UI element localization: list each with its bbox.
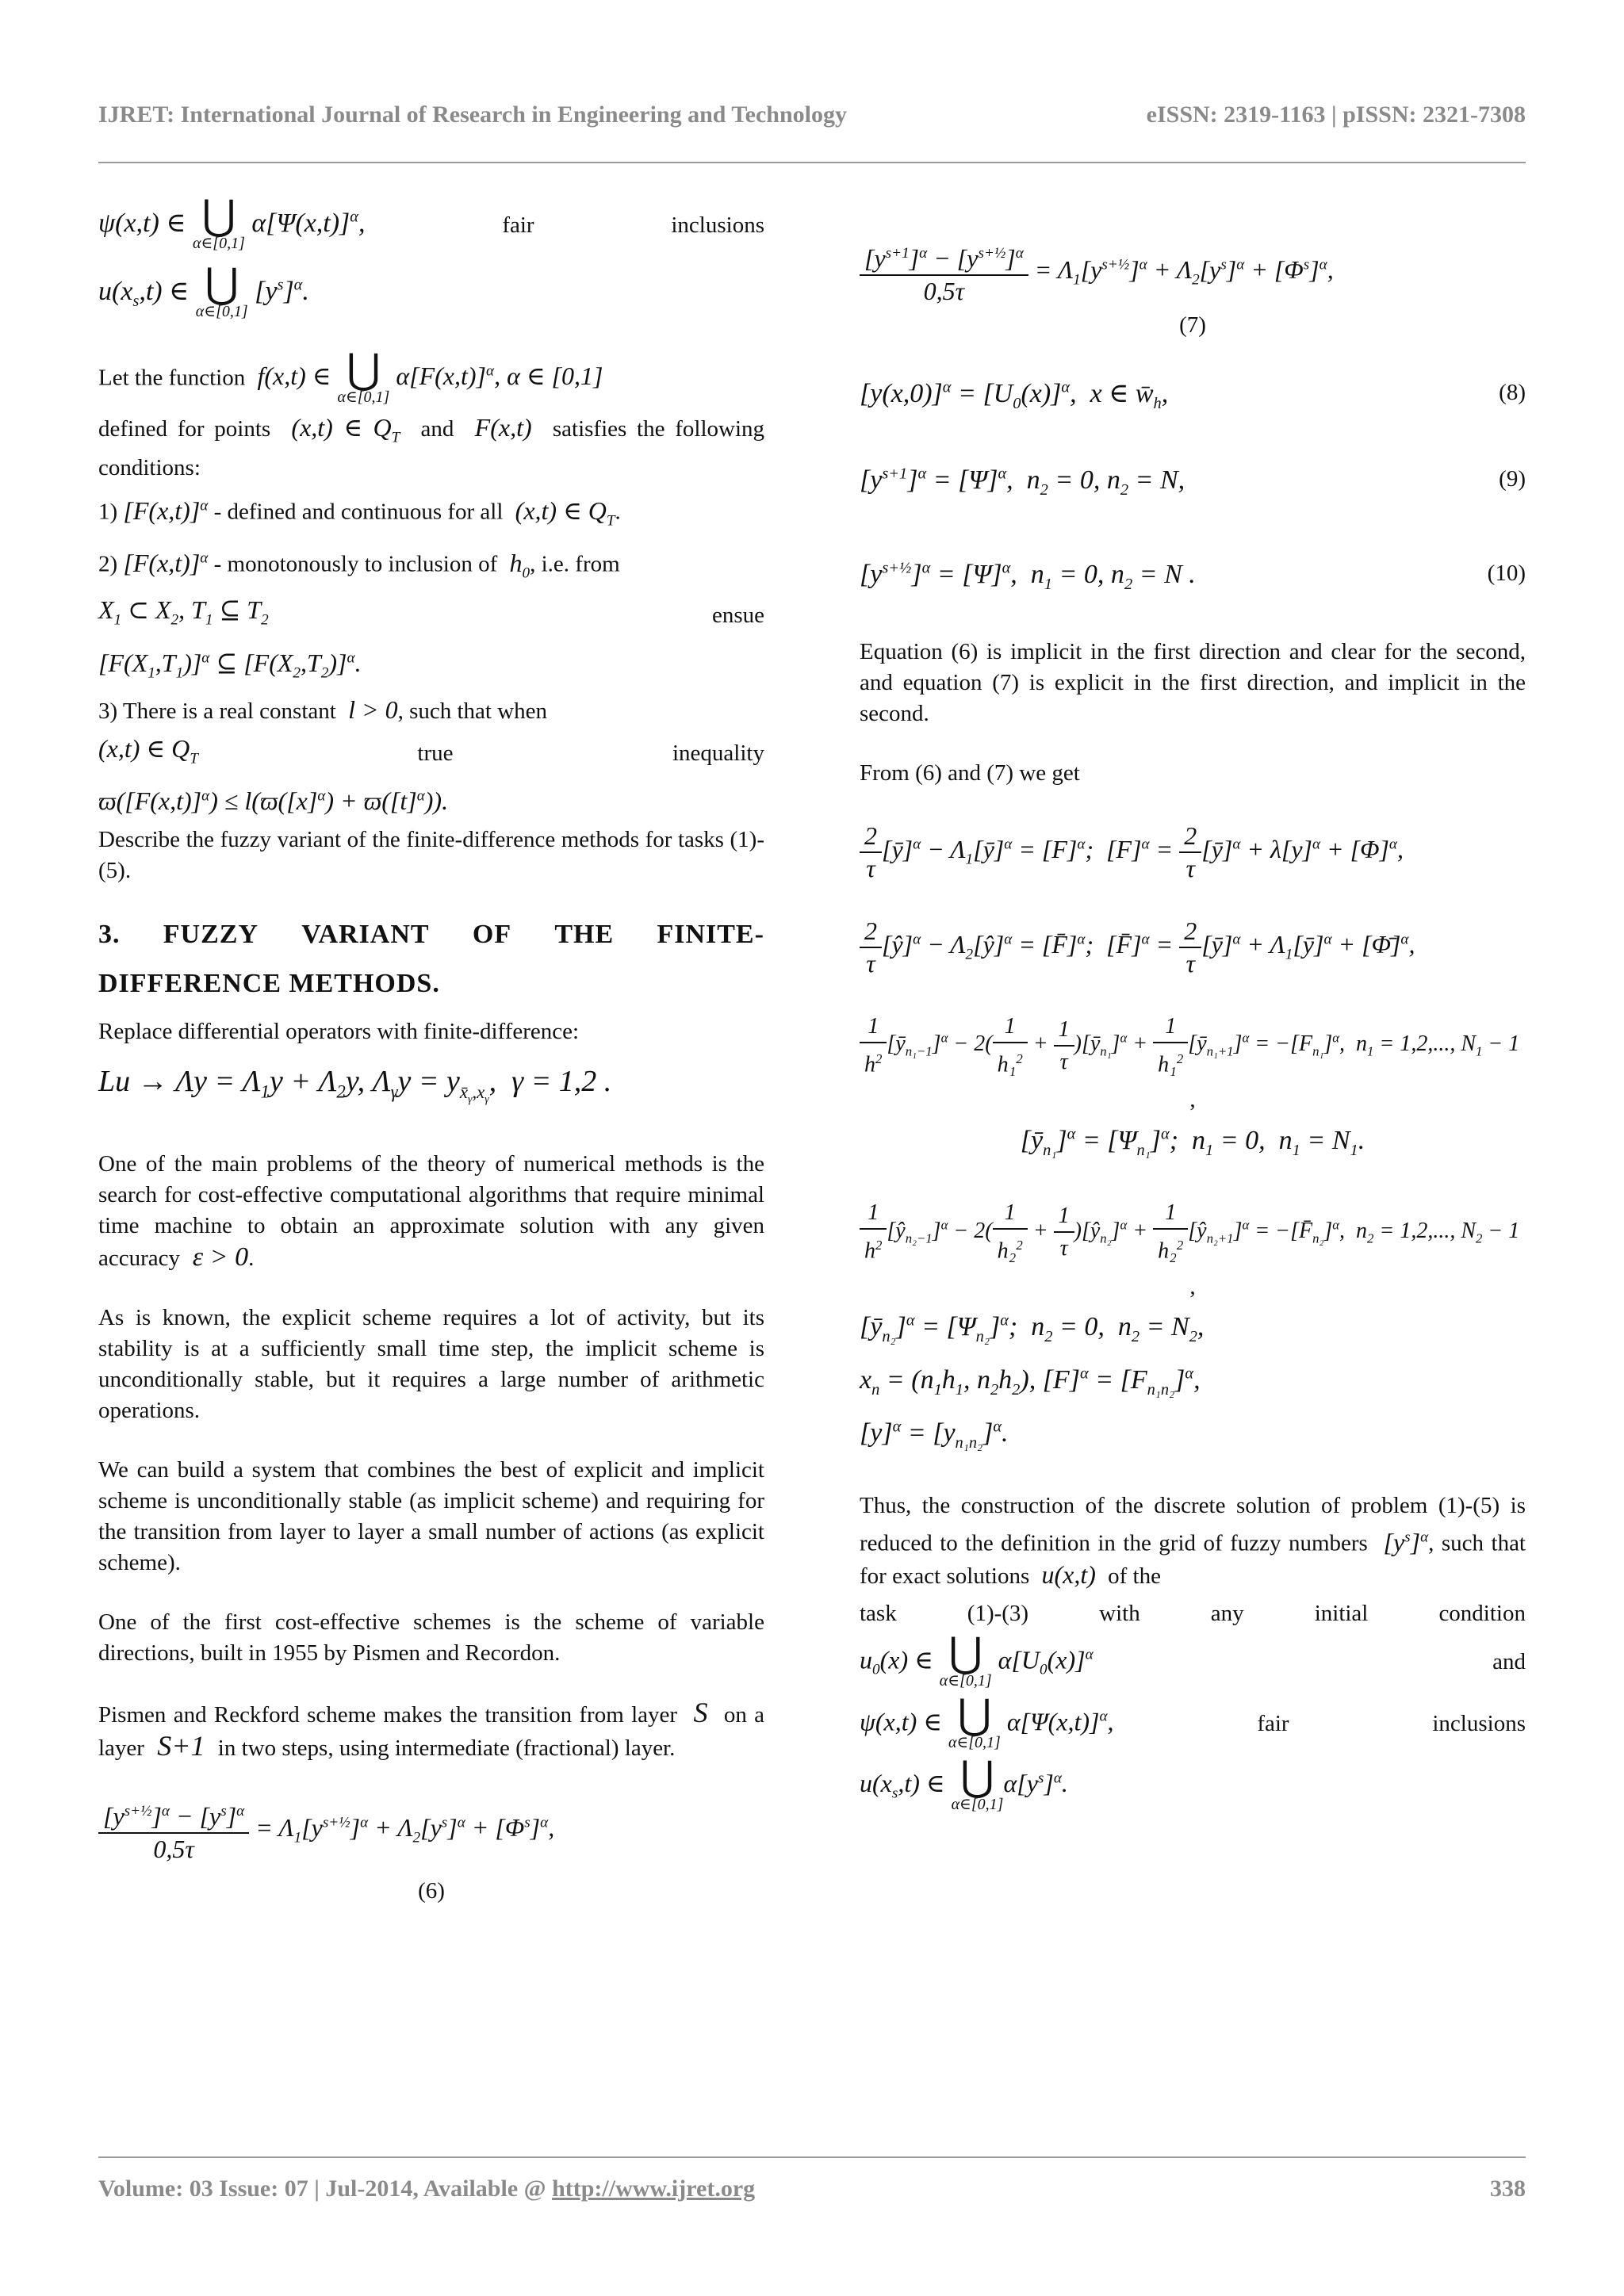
condition-1: 1) $[F(x,t)]^\alpha$ - defined and continuous for all (x,t) ∈ $Q_T$. [98, 496, 621, 530]
right-column: $\frac{[y^{s+1}]^\alpha - [y^{s+\frac{1}{2}}]^\alpha}{0,5\tau}$ = $\Lambda_1[y^{s+\frac{1}{2}}]^\alpha + \Lambda_2[y^s]^\alpha + [\Phi^s]^\alpha$, (7) $[y(x,0)]^\alpha = [U_0(x)]^\alpha$, x ∈ $w̄_h$, (8) $[y^{s+1}]^\alpha = [\Psi]^\alpha$, $n_2 = 0$, $n_2 = N$, (9) $[y^{s+\frac{1}{2}}]^\alpha = [\Psi]^\alpha$, $n_1 = 0$, $n_2 = N$ . (10) Equation (6) is implicit in the first direction and clear for the second, and equation (7) is explicit in the first direction, and implicit in the second. From (6) and (7) we get $\frac{2}{\tau}$ [ȳ]$^\alpha$ − $\Lambda_1[ȳ]^\alpha = [F]^\alpha$; $[F]^\alpha$ = $\frac{2}{\tau}$ [ȳ]$^\alpha$ + $\lambda[y]^\alpha + [\Phi]^\alpha$, $\frac{2}{\tau}$ [ŷ]$^\alpha$ − $\Lambda_2[ŷ]^\alpha$ = [F̄]$^\alpha$; [F̄]$^\alpha$ = $\frac{2}{\tau}$ [ȳ]$^\alpha$ + $\Lambda_1[ȳ]^\alpha$ + [Φ̄]$^\alpha$, $\frac{1}{h^2}$ $[ȳ_{n_1-1}]^\alpha - 2$( $\frac{1}{h_1^2}$ + $\frac{1}{\tau}$ )$[ȳ_{n_1}]^\alpha$ + $\frac{1}{h_1^2}$ $[ȳ_{n_1+1}]^\alpha = -[F_{n_1}]^\alpha$, $n_1 = 1,2$,..., $N_1 - 1$ , $[ȳ_{n_1}]^\alpha = [\Psi_{n_1}]^\alpha$; $n_1 = 0$, $n_1 = N_1$. $\frac{1}{h^2}$ $[ŷ_{n_2-1}]^\alpha - 2$( $\frac{1}{h_2^2}$ + $\frac{1}{\tau}$ )$[ŷ_{n_2}]^\alpha$ + $\frac{1}{h_2^2}$ $[ŷ_{n_2+1}]^\alpha$ = $-[F̄_{n_2}]^\alpha$, $n_2 = 1,2$,..., $N_2 - 1$ , $[ȳ_{n_2}]^\alpha = [\Psi_{n_2}]^\alpha$; $n_2 = 0$, $n_2 = N_2$, $x_n = (n_1h_1$, $n_2h_2$), $[F]^\alpha = [F_{n_1n_2}]^\alpha$, $[y]^\alpha = [y_{n_1n_2}]^\alpha$. Thus, the construction of the discrete solution of problem (1)-(5) is reduced to the definition in the grid of fuzzy numbers $[y^s]^\alpha$, such that for exact solutions u(x,t) of the task (1)-(3) with any initial condition $u_0(x)$ ∈ ⋃ α∈[0,1] $\alpha[U_0(x)]^\alpha$ and ψ(x,t) ∈ ⋃ α∈[0,1] $\alpha[\Psi(x,t)]^\alpha$, fair inclusions $u(x_s,t)$ ∈ ⋃ α∈[0,1] $\alpha[y^s]^\alpha$. [860, 238, 1526, 1834]
issn-info: eISSN: 2319-1163 | pISSN: 2321-7308 [1146, 101, 1526, 128]
volume-info: Volume: 03 Issue: 07 | Jul-2014, Available @ [98, 2175, 553, 2202]
from-6-7: From (6) and (7) we get [860, 760, 1080, 786]
equation-derived-2: $\frac{2}{\tau}$ [ŷ]$^\alpha$ − $\Lambda_2[ŷ]^\alpha$ = [F̄]$^\alpha$; [F̄]$^\alpha$ = $\frac{2}{\tau}$ [ȳ]$^\alpha$ + $\Lambda_1[ȳ]^\alpha$ + [Φ̄]$^\alpha$, [860, 916, 1526, 979]
equation-grid-y: $[y]^\alpha = [y_{n_1n_2}]^\alpha$. [860, 1418, 1009, 1452]
equation-9: $[y^{s+1}]^\alpha = [\Psi]^\alpha$, $n_2 = 0$, $n_2 = N$, (9) [860, 465, 1526, 499]
operator-equation: $Lu \to \Lambda y = \Lambda_1y + \Lambda_2y$, $\Lambda_\gamma y = y_{x̄_\gamma,x_\gamma}$, γ = 1,2 . [98, 1064, 612, 1105]
condition-3-inequality: $ϖ([F(x,t)]^\alpha) \le l(ϖ([x]^\alpha) + ϖ([t]^\alpha))$. [98, 786, 449, 815]
journal-link[interactable]: http://www.ijret.org [552, 2175, 756, 2202]
header-rule [98, 162, 1526, 163]
let-function-line: Let the function f(x,t) ∈ ⋃ α∈[0,1] $\alpha[F(x,t)]^\alpha$, α ∈ [0,1] [98, 347, 603, 406]
paragraph-explicit-scheme: As is known, the explicit scheme requires a lot of activity, but its stability is at a sufficiently small time step, the implicit scheme is unconditionally stable, but it requires a large number of arithmetic operations. [98, 1305, 764, 1424]
condition-3: 3) There is a real constant l > 0, such that when [98, 695, 548, 724]
word-fair: fair [502, 212, 534, 238]
page-number: 338 [1490, 2175, 1526, 2202]
equation-u-inclusion: $u(x_s,t)$ ∈ ⋃ α∈[0,1] $[y^s]^\alpha$. [98, 262, 309, 320]
condition-2: 2) $[F(x,t)]^\alpha$ - monotonously to inclusion of $h_0$, i.e. from [98, 549, 620, 582]
equation-derived-1: $\frac{2}{\tau}$ [ȳ]$^\alpha$ − $\Lambda_1[ȳ]^\alpha = [F]^\alpha$; $[F]^\alpha$ = $\frac{2}{\tau}$ [ȳ]$^\alpha$ + $\lambda[y]^\alpha + [\Phi]^\alpha$, [860, 821, 1526, 884]
left-column [98, 193, 765, 1907]
equation-7-number: (7) [1179, 312, 1206, 338]
running-footer [98, 2175, 1526, 2202]
condition-2-sets: $X_1$ ⊂ $X_2$, $T_1$ ⊆ $T_2$ ensue [98, 595, 764, 629]
equation-8: $[y(x,0)]^\alpha = [U_0(x)]^\alpha$, x ∈ $w̄_h$, (8) [860, 378, 1526, 412]
equation-derived-4: $\frac{1}{h^2}$ $[ŷ_{n_2-1}]^\alpha - 2$( $\frac{1}{h_2^2}$ + $\frac{1}{\tau}$ )$[ŷ_{n_2}]^\alpha$ + $\frac{1}{h_2^2}$ $[ŷ_{n_2+1}]^\alpha$ = $-[F̄_{n_2}]^\alpha$, $n_2 = 1,2$,..., $N_2 - 1$ [860, 1197, 1526, 1266]
journal-name: IJRET: International Journal of Research in Engineering and Technology [98, 101, 848, 128]
task-line: task (1)-(3) with any initial condition [860, 1600, 1526, 1626]
condition-3-line2: (x,t) ∈ $Q_T$ true inequality [98, 733, 764, 767]
paragraph-combined-system: We can build a system that combines the best of explicit and implicit scheme is unconditionally stable (as implicit scheme) and requiring for the transition from layer to layer a small number of actions (as explicit scheme). [98, 1457, 764, 1576]
section-heading: 3. FUZZY VARIANT OF THE FINITE- DIFFERENCE METHODS. [98, 919, 764, 998]
equation-10: $[y^{s+\frac{1}{2}}]^\alpha = [\Psi]^\alpha$, $n_1 = 0$, $n_2 = N$ . (10) [860, 559, 1526, 594]
equation-derived-4b: $[ȳ_{n_2}]^\alpha = [\Psi_{n_2}]^\alpha$; $n_2 = 0$, $n_2 = N_2$, [860, 1311, 1205, 1345]
equation-derived-3: $\frac{1}{h^2}$ $[ȳ_{n_1-1}]^\alpha - 2$( $\frac{1}{h_1^2}$ + $\frac{1}{\tau}$ )$[ȳ_{n_1}]^\alpha$ + $\frac{1}{h_1^2}$ $[ȳ_{n_1+1}]^\alpha = -[F_{n_1}]^\alpha$, $n_1 = 1,2$,..., $N_1 - 1$ [860, 1011, 1526, 1080]
paragraph-main-problems: One of the main problems of the theory of numerical methods is the search for cost-effective computational algorithms that require minimal time machine to obtain an approximate solution with any given accuracy ε > 0. [98, 1151, 764, 1272]
describe-paragraph: Describe the fuzzy variant of the finite-difference methods for tasks (1)-(5). [98, 826, 764, 883]
equation-grid-point: $x_n = (n_1h_1$, $n_2h_2$), $[F]^\alpha = [F_{n_1n_2}]^\alpha$, [860, 1364, 1201, 1399]
equation-6-number: (6) [418, 1877, 445, 1904]
equation-psi-inclusion-2: ψ(x,t) ∈ ⋃ α∈[0,1] $\alpha[\Psi(x,t)]^\alpha$, fair inclusions [860, 1692, 1526, 1751]
paragraph-pismen-scheme: Pismen and Reckford scheme makes the transition from layer S on a layer S+1 in two steps, using intermediate (fractional) layer. [98, 1697, 765, 1762]
replace-text: Replace differential operators with finite-difference: [98, 1018, 580, 1044]
word-inclusions: inclusions [671, 212, 764, 238]
footer-rule [98, 2156, 1526, 2158]
equation-u-inclusion-2: $u(x_s,t)$ ∈ ⋃ α∈[0,1] $\alpha[y^s]^\alpha$. [860, 1754, 1068, 1813]
paragraph-equation-directions: Equation (6) is implicit in the first direction and clear for the second, and equation (7) is explicit in the first direction, and implicit in the second. [860, 639, 1526, 727]
equation-psi-inclusion: ψ(x,t) ∈ ⋃ α∈[0,1] $\alpha[\Psi(x,t)]^\alpha$, fair inclusions [98, 193, 764, 252]
paragraph-thus: Thus, the construction of the discrete solution of problem (1)-(5) is reduced to the definition in the grid of fuzzy numbers $[y^s]^\alpha$, such that for exact solutions u(x,t) of the [860, 1493, 1526, 1589]
equation-6: $\frac{[y^{s+\frac{1}{2}}]^\alpha - [y^s]^\alpha}{0,5\tau}$ = $\Lambda_1[y^{s+\frac{1}{2}}]^\alpha + \Lambda_2[y^s]^\alpha + [\Phi^s]^\alpha$, [98, 1796, 764, 1865]
paragraph-variable-directions: One of the first cost-effective schemes is the scheme of variable directions, built in 1955 by Pismen and Recordon. [98, 1609, 764, 1667]
condition-2-result: $[F(X_1,T_1)]^\alpha$ ⊆ $[F(X_2,T_2)]^\alpha$. [98, 648, 362, 681]
equation-7: $\frac{[y^{s+1}]^\alpha - [y^{s+\frac{1}{2}}]^\alpha}{0,5\tau}$ = $\Lambda_1[y^{s+\frac{1}{2}}]^\alpha + \Lambda_2[y^s]^\alpha + [\Phi^s]^\alpha$, [860, 238, 1526, 307]
defined-for-points: defined for points (x,t) ∈ $Q_T$ and F(x,t) satisfies the following conditions: [98, 413, 765, 481]
equation-derived-3b: $[ȳ_{n_1}]^\alpha = [\Psi_{n_1}]^\alpha$; $n_1 = 0$, $n_1 = N_1$. [1020, 1125, 1365, 1159]
equation-u0-inclusion: $u_0(x)$ ∈ ⋃ α∈[0,1] $\alpha[U_0(x)]^\alpha$ and [860, 1630, 1526, 1689]
